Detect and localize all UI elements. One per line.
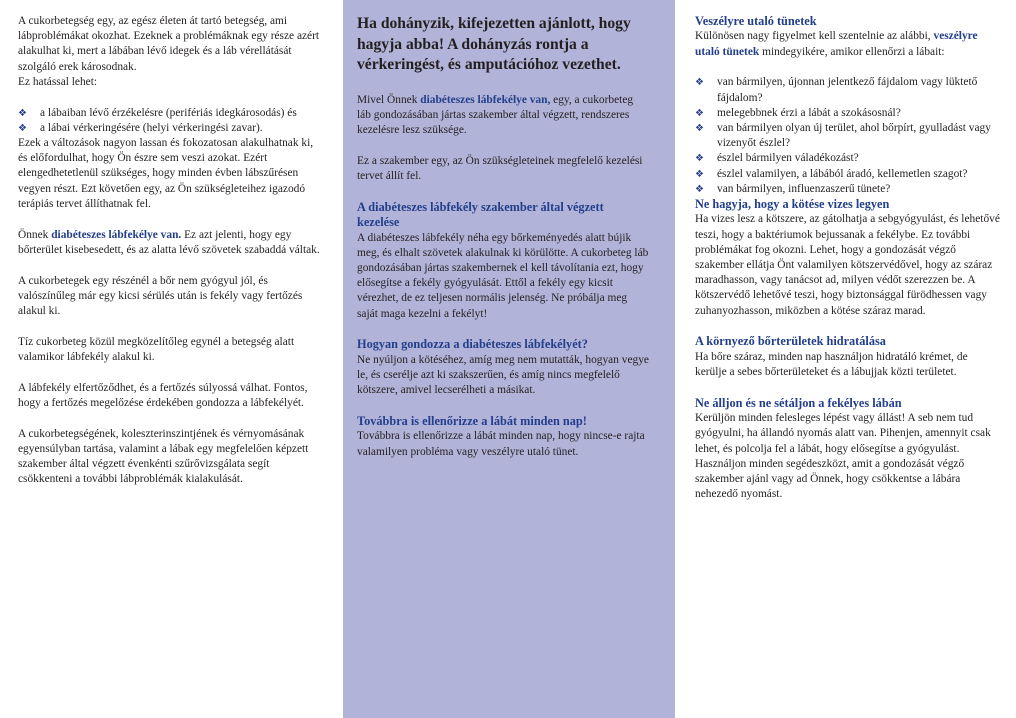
intro-paragraph: A cukorbetegség egy, az egész életen át tartó betegség, ami lábproblémákat okozhat. Ezeknek a problémáknak egy része azért alakulhat ki, mert a lábában lévő idegek és a láb vérellátását szolgáló erek károsodnak. [18, 15, 320, 73]
treatment-need-paragraph: Mivel Önnek diabéteszes lábfekélye van, egy, a cukorbeteg láb gondozásában jártas szakember által végzett, rendszeres kezelésre lesz szüksége. [357, 93, 634, 136]
list-item: ❖ van bármilyen, influenzaszerű tünete? [695, 182, 1002, 197]
healing-paragraph: A cukorbetegek egy részénél a bőr nem gyógyul jól, és valószínűleg már egy kicsi sérülés után is fekély vagy fertőzés alakul ki. [18, 274, 303, 318]
specialist-treatment-paragraph: A diabéteszes lábfekély néha egy bőrkeményedés alatt bújik meg, és elhalt szövetek alakulnak ki körülötte. A cukorbeteg láb gondozásában jártas szakembernek el kell távolítania ezt, hogy elősegítse a fekély gyógyulását. Ettől a fekély egy kicsit vérezhet, de ez teljesen normális jelenség. Ne próbálja meg saját maga kezelni a fekélyt! [357, 231, 649, 320]
keyword-warning-signs: veszélyre utaló tünetek [695, 30, 978, 58]
smoking-warning-heading: Ha dohányzik, kifejezetten ajánlott, hogy hagyja abba! A dohányzás rontja a vérkeringést, és amputációhoz vezethet. [357, 15, 631, 73]
moisturizing-paragraph: Ha bőre száraz, minden nap használjon hidratáló krémet, de kerülje a sebes bőrterületeket és a lábujjak közti területet. [695, 350, 968, 379]
diamond-bullet-icon: ❖ [695, 77, 704, 89]
dressing-dry-paragraph: Ha vizes lesz a kötszere, az gátolhatja a sebgyógyulást, és lehetővé teszi, hogy a baktériumok bejussanak a fekélybe. Ez további problémákat fog okozni. Lehet, hogy a gondozását végző szakember ellátja Önt valamilyen kötszervédővel, hogy az száraz maradhasson, vagy tanácsot ad, milyen védőt szerezzen be. A kötszervédő lehetővé teszi, hogy biztonsággal fürödhessen vagy zuhanyozhasson, miközben a kötése száraz marad. [695, 213, 1000, 317]
diamond-bullet-icon: ❖ [18, 107, 27, 119]
warning-signs-list [695, 75, 1002, 197]
diamond-bullet-icon: ❖ [695, 153, 704, 165]
left-column [0, 0, 343, 718]
warning-signs-heading: Veszélyre utaló tünetek [695, 14, 817, 28]
list-item: ❖ melegebbnek érzi a lábát a szokásosnál? [695, 106, 1002, 121]
offloading-paragraph: Kerüljön minden felesleges lépést vagy állást! A seb nem tud gyógyulni, ha állandó nyomás alatt van. Pihenjen, amennyit csak lehet, és polcolja fel a lábát, hogy elősegítse a gyógyulást. Használjon minden segédeszközt, amit a gondozását végző szakember ajánl vagy ad Önnek, hogy csökkentse a lábára nehezedő nyomást. [695, 412, 991, 501]
ulcer-definition-paragraph: Önnek diabéteszes lábfekélye van. Ez azt jelenti, hogy egy bőrterület kisebesedett, és az alatta lévő szövetek szabaddá váltak. [18, 228, 320, 256]
effects-intro: Ez hatással lehet: [18, 75, 98, 88]
daily-check-paragraph: Továbbra is ellenőrizze a lábát minden nap, hogy nincse-e rajta valamilyen probléma vagy veszélyre utaló tünet. [357, 430, 645, 458]
ulcer-care-paragraph: Ne nyúljon a kötéséhez, amíg meg nem mutatták, hogyan vegye le, és cserélje azt ki szakszerűen, és amíg nincs megfelelő kötszere, amivel lecserélheti a másikat. [357, 353, 649, 397]
infection-paragraph: A lábfekély elfertőződhet, és a fertőzés súlyossá válhat. Fontos, hogy a fertőzés megelőzése érdekében gondozza a lábfekélyét. [18, 381, 308, 410]
ulcer-care-heading: Hogyan gondozza a diabéteszes lábfekélyét? [357, 337, 588, 352]
right-column [675, 0, 1016, 718]
diamond-bullet-icon: ❖ [18, 122, 27, 134]
changes-paragraph: Ezek a változások nagyon lassan és fokozatosan alakulhatnak ki, és előfordulhat, hogy Ön észre sem veszi azokat. Ezért elengedhetetlenül szükséges, hogy minden évben lábszűrésen vegyen részt. Ezt követően egy, az Ön szükségleteihez igazodó terápiás tervet állíthatnak fel. [18, 137, 314, 210]
daily-check-heading: Továbbra is ellenőrizze a lábát minden nap! [357, 413, 587, 428]
middle-column [343, 0, 675, 718]
keyword-diabetic-ulcer: diabéteszes lábfekélye van, [420, 93, 551, 106]
dressing-dry-heading: Ne hagyja, hogy a kötése vizes legyen [695, 197, 890, 212]
warning-signs-intro: Különösen nagy figyelmet kell szentelnie az alábbi, veszélyre utaló tünetek mindegyikére, amikor ellenőrzi a lábait: [695, 30, 978, 58]
specialist-treatment-heading: A diabéteszes lábfekély szakember által végzett kezelése [357, 199, 604, 230]
list-item: ❖ észlel valamilyen, a lábából áradó, kellemetlen szagot? [695, 167, 1002, 182]
list-item: ❖ van bármilyen olyan új terület, ahol bőrpírt, gyulladást vagy vizenyőt észlel? [695, 122, 991, 150]
offloading-heading: Ne álljon és ne sétáljon a fekélyes lábán [695, 395, 902, 410]
list-item: ❖ észlel bármilyen váladékozást? [695, 151, 1002, 166]
list-item: ❖ a lábaiban lévő érzékelésre (perifériás idegkárosodás) és [18, 106, 321, 121]
moisturizing-heading: A környező bőrterületek hidratálása [695, 334, 886, 349]
diamond-bullet-icon: ❖ [695, 183, 704, 195]
diamond-bullet-icon: ❖ [695, 123, 704, 135]
treatment-plan-paragraph: Ez a szakember egy, az Ön szükségleteinek megfelelő kezelési tervet állít fel. [357, 154, 643, 182]
prevention-paragraph: A cukorbetegségének, koleszterinszintjének és vérnyomásának egyensúlyban tartása, valamint a lábak egy megfelelően képzett szakember által végzett évenkénti szűrővizsgálata segít csökkenteni a további lábproblémák kialakulását. [18, 427, 309, 486]
keyword-diabetic-ulcer: diabéteszes lábfekélye van. [51, 228, 182, 241]
effects-list [18, 106, 321, 136]
list-item: ❖ a lábai vérkeringésére (helyi vérkeringési zavar). [18, 121, 321, 136]
list-item: ❖ van bármilyen, újonnan jelentkező fájdalom vagy lüktető fájdalom? [695, 76, 978, 104]
diamond-bullet-icon: ❖ [695, 107, 704, 119]
diamond-bullet-icon: ❖ [695, 168, 704, 180]
frequency-paragraph: Tíz cukorbeteg közül megközelítőleg egynél a betegség alatt valamikor lábfekély alakul ki. [18, 335, 295, 364]
